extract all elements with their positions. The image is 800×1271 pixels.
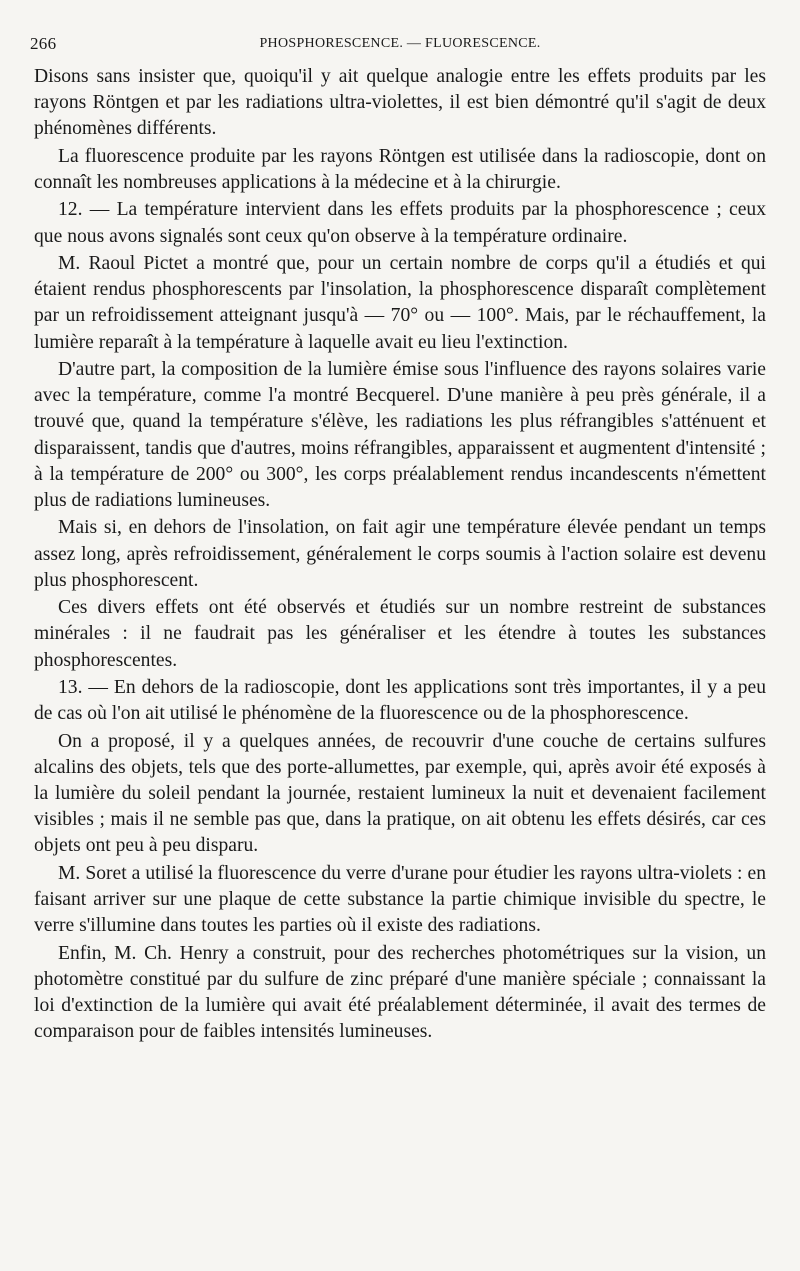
running-head: PHOSPHORESCENCE. — FLUORESCENCE.	[259, 36, 541, 51]
paragraph-9: On a proposé, il y a quelques années, de recouvrir d'une couche de certains sulfures alcalins des objets, tels que des porte-allumettes, par exemple, qui, après avoir été exposés à la lumière du soleil pendant la journée, restaient lumineux la nuit et devenaient facilement visibles ; mais il ne semble pas que, dans la pratique, on ait obtenu les effets désirés, car ces objets ont peu à peu disparu.	[34, 730, 766, 857]
paragraph-3: 12. — La température intervient dans les effets produits par la phosphorescence ; ceux que nous avons signalés sont ceux qu'on observe à la température ordinaire.	[34, 199, 766, 247]
paragraph-2: La fluorescence produite par les rayons Röntgen est utilisée dans la radioscopie, dont on connaît les nombreuses applications à la médecine et à la chirurgie.	[34, 145, 766, 193]
paragraph-7: Ces divers effets ont été observés et étudiés sur un nombre restreint de substances minérales : il ne faudrait pas les généraliser et les étendre à toutes les substances phosphorescentes.	[34, 597, 766, 671]
body-text	[34, 64, 766, 1045]
page-number: 266	[30, 34, 57, 53]
paragraph-11: Enfin, M. Ch. Henry a construit, pour des recherches photométriques sur la vision, un photomètre constitué par du sulfure de zinc préparé d'une manière spéciale ; connaissant la loi d'extinction de la lumière qui avait été préalablement déterminée, il avait des termes de comparaison pour de faibles intensités lumineuses.	[34, 942, 766, 1043]
book-page	[30, 30, 766, 1260]
paragraph-8: 13. — En dehors de la radioscopie, dont les applications sont très importantes, il y a peu de cas où l'on ait utilisé le phénomène de la fluorescence ou de la phosphorescence.	[34, 676, 766, 725]
paragraph-6: Mais si, en dehors de l'insolation, on fait agir une température élevée pendant un temps assez long, après refroidissement, généralement le corps soumis à l'action solaire est devenu plus phosphorescent.	[34, 517, 766, 591]
paragraph-1: Disons sans insister que, quoiqu'il y ait quelque analogie entre les effets produits par les rayons Röntgen et par les radiations ultra-violettes, il est bien démontré qu'il s'agit de deux phénomènes différents.	[34, 66, 766, 140]
paragraph-4: M. Raoul Pictet a montré que, pour un certain nombre de corps qu'il a étudiés et qui étaient rendus phosphorescents par l'insolation, la phosphorescence disparaît complètement par un refroidissement atteignant jusqu'à — 70° ou — 100°. Mais, par le réchauffement, la lumière reparaît à la température à laquelle avait eu lieu l'extinction.	[34, 252, 766, 353]
paragraph-10: M. Soret a utilisé la fluorescence du verre d'urane pour étudier les rayons ultra-violets : en faisant arriver sur une plaque de cette substance la partie chimique invisible du spectre, le verre s'illumine dans toutes les parties où il existe des radiations.	[34, 862, 766, 937]
page-header	[30, 30, 766, 56]
paragraph-5: D'autre part, la composition de la lumière émise sous l'influence des rayons solaires varie avec la température, comme l'a montré Becquerel. D'une manière à peu près générale, il a trouvé que, quand la température s'élève, les radiations les plus réfrangibles s'atténuent et disparaissent, tandis que d'autres, moins réfrangibles, apparaissent et augmentent d'intensité ; à la température de 200° ou 300°, les corps préalablement rendus incandescents n'émettent plus de radiations lumineuses.	[34, 358, 766, 511]
